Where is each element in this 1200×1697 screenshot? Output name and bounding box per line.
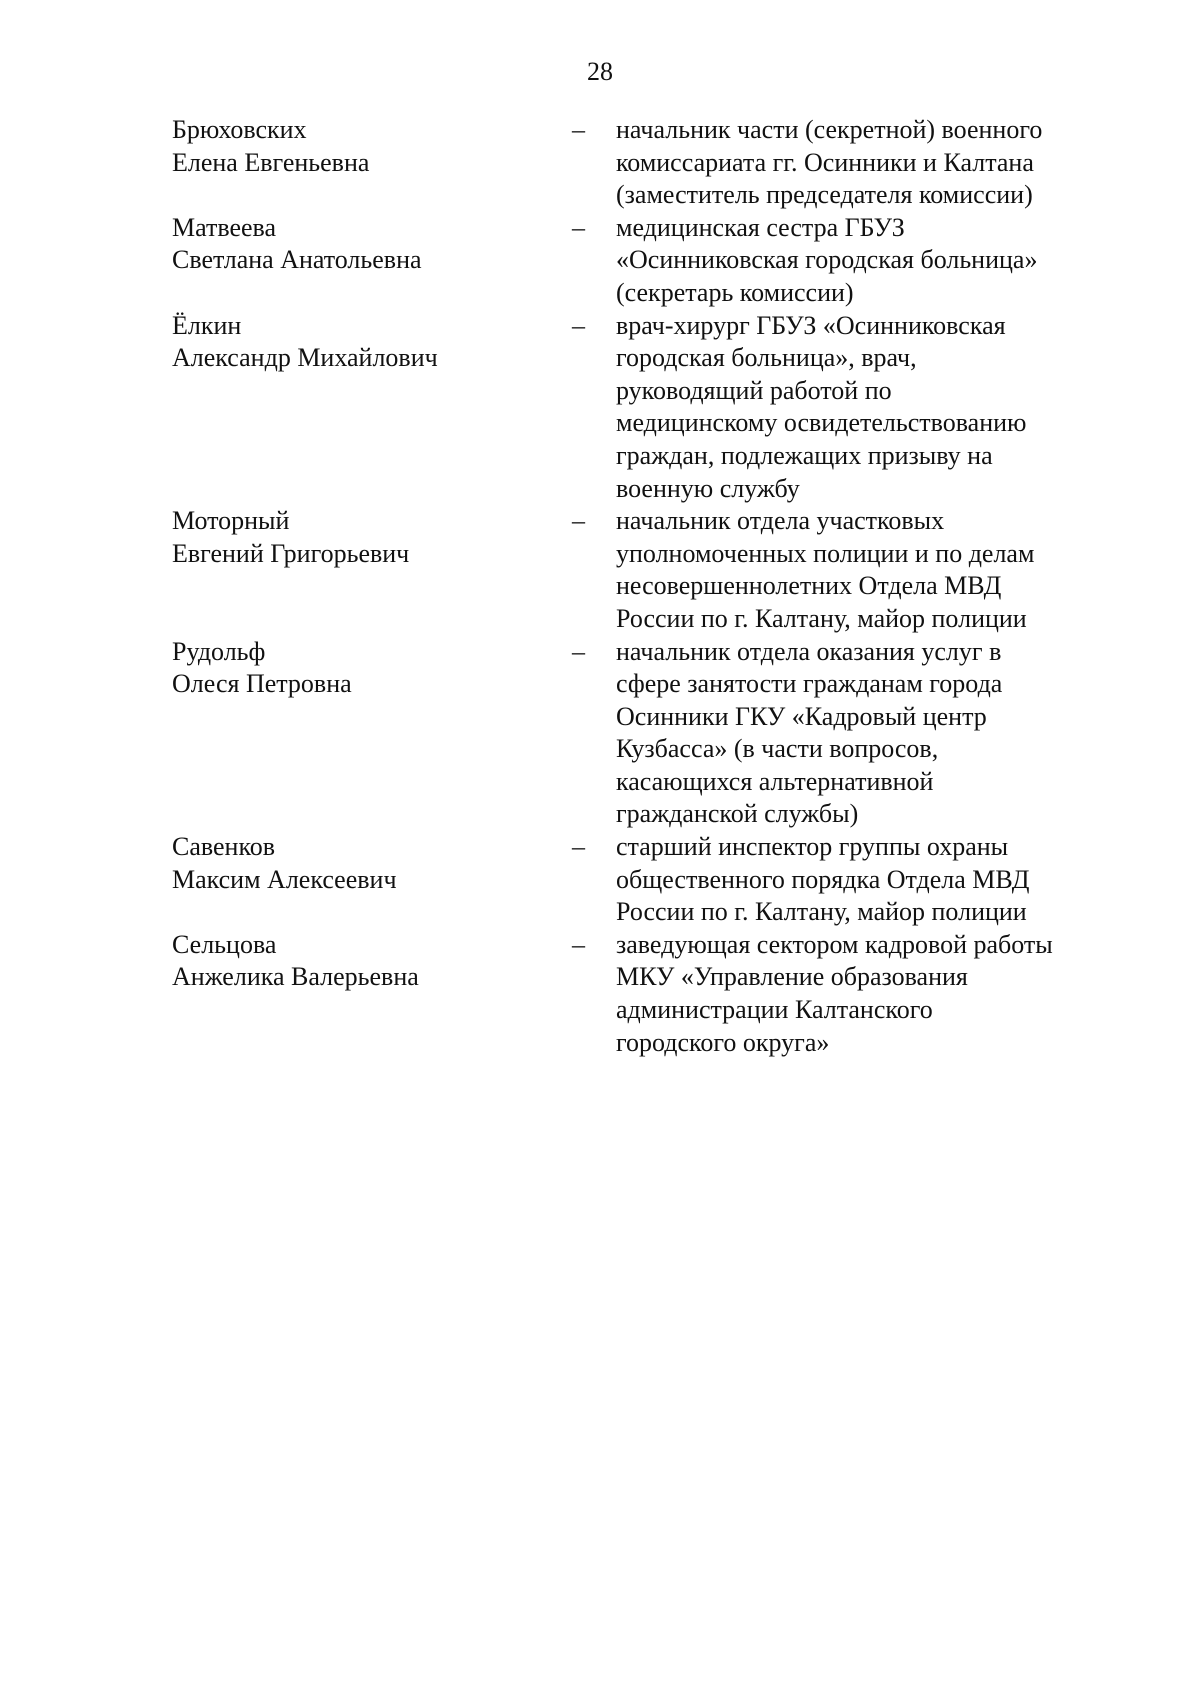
member-given-names: Евгений Григорьевич [172, 538, 410, 568]
member-name [172, 310, 572, 506]
member-role [616, 114, 1112, 212]
member-entry [172, 636, 1112, 832]
role-line: МКУ «Управление образования [616, 962, 968, 992]
separator-dash: – [572, 506, 585, 536]
member-role [616, 505, 1112, 635]
role-line: общественного порядка Отдела МВД [616, 864, 1030, 894]
member-entry [172, 929, 1112, 1059]
role-line: граждан, подлежащих призыву на [616, 440, 993, 470]
member-name [172, 929, 572, 1059]
member-surname: Брюховских [172, 115, 307, 144]
member-given-names: Елена Евгеньевна [172, 147, 370, 177]
role-line: России по г. Калтану, майор полиции [616, 897, 1027, 927]
member-surname: Сельцова [172, 929, 277, 959]
role-line: сфере занятости гражданам города [616, 669, 1003, 699]
role-line: администрации Калтанского [616, 995, 933, 1025]
role-line: касающихся альтернативной [616, 766, 934, 796]
member-given-names: Александр Михайлович [172, 343, 438, 373]
separator-dash: – [572, 929, 585, 959]
member-entry [172, 831, 1112, 929]
commission-member-list [172, 114, 1112, 1059]
role-line: уполномоченных полиции и по делам [616, 538, 1035, 568]
member-name [172, 505, 572, 635]
member-given-names: Олеся Петровна [172, 669, 352, 699]
member-role [616, 929, 1112, 1059]
role-line: начальник отдела участковых [616, 506, 945, 536]
member-role [616, 636, 1112, 832]
separator-dash: – [572, 115, 585, 144]
role-line: городская больница», врач, [616, 343, 917, 373]
member-entry [172, 505, 1112, 635]
role-line: «Осинниковская городская больница» [616, 245, 1038, 275]
role-line: городского округа» [616, 1027, 830, 1057]
role-line: Осинники ГКУ «Кадровый центр [616, 701, 987, 731]
member-entry [172, 114, 1112, 212]
role-line: (секретарь комиссии) [616, 277, 854, 307]
member-given-names: Светлана Анатольевна [172, 245, 422, 275]
role-line: Кузбасса» (в части вопросов, [616, 734, 939, 764]
role-line: (заместитель председателя комиссии) [616, 180, 1033, 210]
member-entry [172, 212, 1112, 310]
member-name [172, 636, 572, 832]
role-line: врач-хирург ГБУЗ «Осинниковская [616, 310, 1006, 340]
member-surname: Ёлкин [172, 310, 242, 340]
member-role [616, 831, 1112, 929]
member-given-names: Максим Алексеевич [172, 864, 397, 894]
role-line: гражданской службы) [616, 799, 859, 829]
separator-dash: – [572, 310, 585, 340]
role-line: руководящий работой по [616, 375, 892, 405]
role-line: заведующая сектором кадровой работы [616, 929, 1053, 959]
member-given-names: Анжелика Валерьевна [172, 962, 419, 992]
page-number: 28 [587, 57, 613, 86]
separator-dash: – [572, 212, 585, 242]
member-name [172, 114, 572, 212]
role-line: начальник части (секретной) военного [616, 115, 1043, 144]
member-role [616, 212, 1112, 310]
separator-dash: – [572, 636, 585, 666]
role-line: начальник отдела оказания услуг в [616, 636, 1002, 666]
member-surname: Савенков [172, 832, 276, 862]
role-line: медицинскому освидетельствованию [616, 408, 1027, 438]
member-surname: Моторный [172, 506, 290, 536]
member-surname: Рудольф [172, 636, 266, 666]
separator-dash: – [572, 832, 585, 862]
member-role [616, 310, 1112, 506]
member-entry [172, 310, 1112, 506]
role-line: медицинская сестра ГБУЗ [616, 212, 905, 242]
role-line: России по г. Калтану, майор полиции [616, 603, 1027, 633]
role-line: несовершеннолетних Отдела МВД [616, 571, 1002, 601]
role-line: военную службу [616, 473, 800, 503]
member-name [172, 831, 572, 929]
role-line: старший инспектор группы охраны [616, 832, 1009, 862]
role-line: комиссариата гг. Осинники и Калтана [616, 147, 1034, 177]
member-name [172, 212, 572, 310]
member-surname: Матвеева [172, 212, 277, 242]
